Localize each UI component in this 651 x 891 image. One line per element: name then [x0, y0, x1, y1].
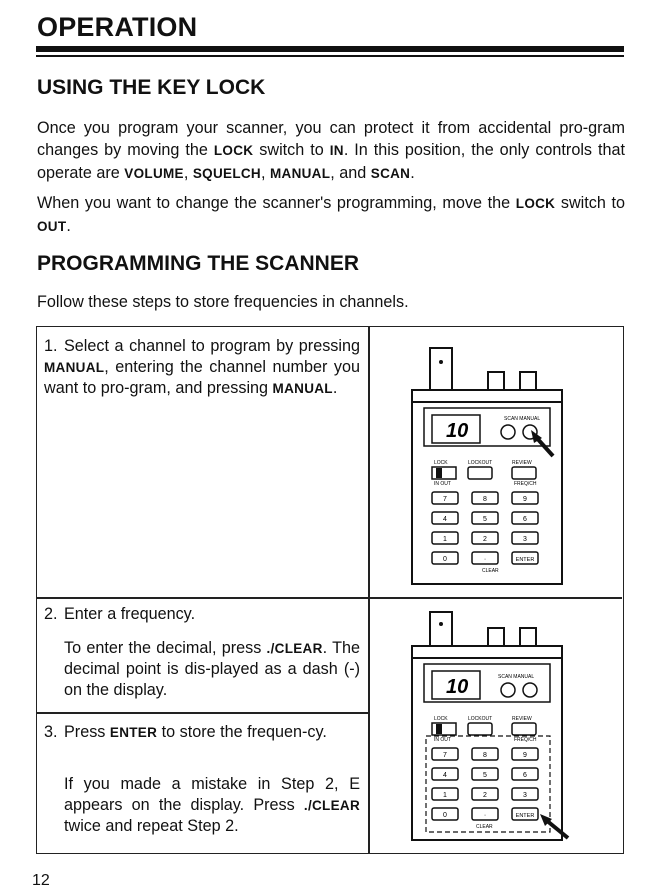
keypad-key-label: 4	[443, 772, 447, 779]
key-lock-heading: USING THE KEY LOCK	[37, 76, 266, 99]
keypad-key-label: 9	[523, 752, 527, 759]
svg-text:IN OUT: IN OUT	[434, 737, 451, 743]
enter-key-label: ENTER	[515, 813, 535, 819]
key-lock-paragraph-1: Once you program your scanner, you can protect it from accidental pro-gram changes by moving the LOCK switch to IN. In this position, the only controls that operate are VOLUME, SQUELCH, MANUAL, and SCAN.	[37, 119, 625, 182]
keypad-key-label: 8	[483, 752, 487, 759]
keypad-key-label: 4	[443, 516, 447, 523]
step-1: 1. Select a channel to program by pressing MANUAL, entering the channel number you want to pro-gram, and pressing MANUAL.	[44, 337, 360, 397]
svg-text:CLEAR: CLEAR	[476, 824, 493, 830]
keypad-key-label: 6	[523, 772, 527, 779]
keypad-key-label: 6	[523, 516, 527, 523]
programming-intro: Follow these steps to store frequencies in channels.	[37, 293, 409, 311]
keypad-key-label: 5	[483, 516, 487, 523]
enter-key-label: ENTER	[515, 557, 535, 563]
scanner-display-2: 10	[446, 676, 469, 698]
step-row-divider-1	[36, 597, 370, 599]
svg-text:CLEAR: CLEAR	[482, 568, 499, 574]
title-rule-thick	[36, 46, 624, 52]
key-lock-paragraph-2: When you want to change the scanner's programming, move the LOCK switch to OUT.	[37, 194, 625, 235]
step-3-detail: If you made a mistake in Step 2, E appears on the display. Press ./CLEAR twice and repeat Step 2.	[64, 775, 360, 835]
keypad-key-label: 3	[523, 792, 527, 799]
svg-text:FREQ/CH: FREQ/CH	[514, 737, 537, 743]
title-rule-thin	[36, 55, 624, 57]
section-title: OPERATION	[37, 12, 198, 42]
image-row-divider	[370, 597, 622, 599]
svg-text:LOCKOUT: LOCKOUT	[468, 460, 493, 466]
page-number: 12	[32, 872, 50, 889]
keypad-key-label: 2	[483, 536, 487, 543]
programming-heading: PROGRAMMING THE SCANNER	[37, 252, 360, 275]
keypad-key-label: 3	[523, 536, 527, 543]
keypad-key-label: 8	[483, 496, 487, 503]
keypad-key-label: 1	[443, 792, 447, 799]
svg-text:SCAN MANUAL: SCAN MANUAL	[498, 674, 535, 680]
svg-text:LOCKOUT: LOCKOUT	[468, 716, 493, 722]
keypad-key-label: 0	[443, 556, 447, 563]
step-2: 2. Enter a frequency.	[44, 605, 196, 623]
keypad-key-label: 2	[483, 792, 487, 799]
svg-text:REVIEW: REVIEW	[512, 716, 532, 722]
steps-table-divider	[368, 326, 370, 854]
keypad-key-label: 7	[443, 496, 447, 503]
keypad-key-label: 9	[523, 496, 527, 503]
svg-text:SCAN MANUAL: SCAN MANUAL	[504, 416, 541, 422]
keypad-key-label: ·	[483, 812, 487, 819]
scanner-display-1: 10	[446, 420, 469, 442]
scanner-illustration-1	[400, 340, 580, 590]
step-2-detail: To enter the decimal, press ./CLEAR. The decimal point is dis-played as a dash (-) on the display.	[64, 639, 360, 699]
svg-text:LOCK: LOCK	[434, 460, 448, 466]
svg-text:IN OUT: IN OUT	[434, 481, 451, 487]
keypad-key-label: 0	[443, 812, 447, 819]
keypad-key-label: ·	[483, 556, 487, 563]
antenna-icon	[430, 348, 452, 390]
svg-text:LOCK: LOCK	[434, 716, 448, 722]
step-row-divider-2	[36, 712, 370, 714]
svg-text:FREQ/CH: FREQ/CH	[514, 481, 537, 487]
step-3: 3. Press ENTER to store the frequen-cy.	[44, 723, 327, 741]
scanner-illustration-2	[400, 606, 580, 846]
keypad-key-label: 1	[443, 536, 447, 543]
keypad-key-label: 5	[483, 772, 487, 779]
keypad-key-label: 7	[443, 752, 447, 759]
svg-text:REVIEW: REVIEW	[512, 460, 532, 466]
